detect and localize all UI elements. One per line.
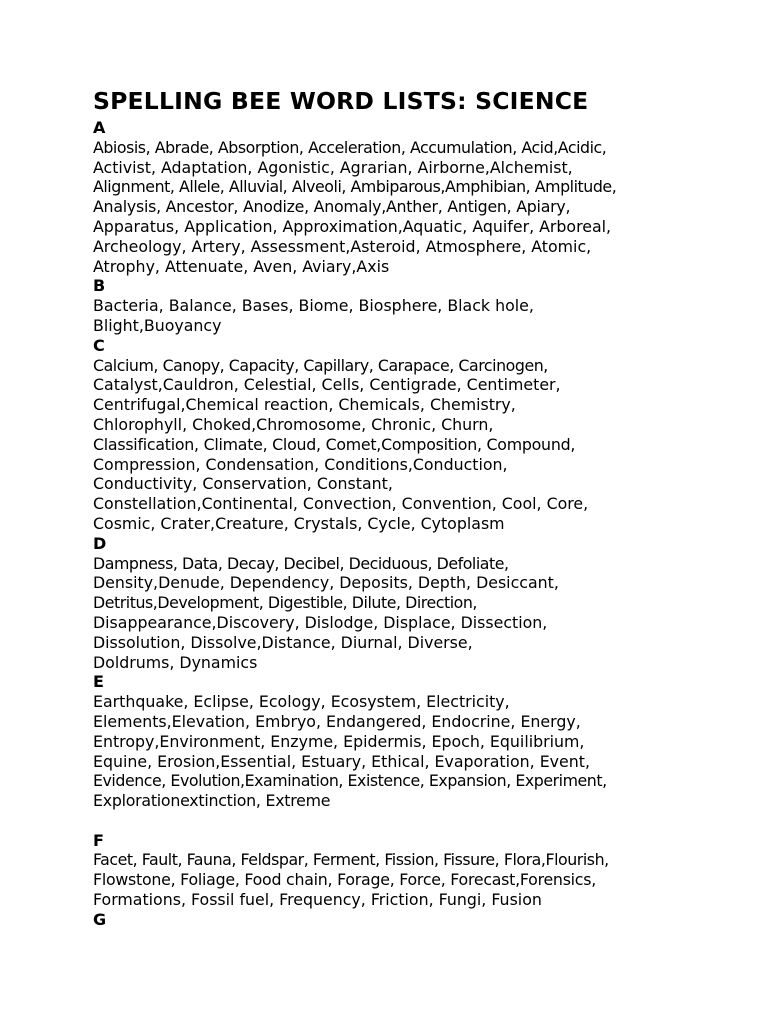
blank-line — [93, 811, 723, 831]
word-line: Classification, Climate, Cloud, Comet,Composition, Compound, — [93, 434, 576, 454]
word-line: Detritus,Development, Digestible, Dilute, Direction, — [93, 593, 477, 613]
section-letter-g: G — [93, 909, 107, 929]
word-line: Equine, Erosion,Essential, Estuary, Ethical, Evaporation, Event, — [93, 751, 590, 771]
word-line: Atrophy, Attenuate, Aven, Aviary,Axis — [93, 256, 390, 276]
word-line: Explorationextinction, Extreme — [93, 791, 331, 811]
section-letter-f: F — [93, 830, 104, 850]
word-line: Archeology, Artery, Assessment,Asteroid, Atmosphere, Atomic, — [93, 236, 592, 256]
word-line: Calcium, Canopy, Capacity, Capillary, Carapace, Carcinogen, — [93, 355, 548, 375]
word-line: Density,Denude, Dependency, Deposits, Depth, Desiccant, — [93, 573, 559, 593]
section-letter-b: B — [93, 276, 106, 296]
word-line: Apparatus, Application, Approximation,Aquatic, Aquifer, Arboreal, — [93, 216, 612, 236]
section-b — [93, 276, 723, 335]
section-letter-a: A — [93, 118, 106, 137]
word-line: Entropy,Environment, Enzyme, Epidermis, Epoch, Equilibrium, — [93, 731, 585, 751]
word-line: Cosmic, Crater,Creature, Crystals, Cycle, Cytoplasm — [93, 513, 505, 533]
word-line: Abiosis, Abrade, Absorption, Acceleration, Accumulation, Acid,Acidic, — [93, 137, 607, 157]
word-line: Constellation,Continental, Convection, Convention, Cool, Core, — [93, 494, 589, 514]
page-title: SPELLING BEE WORD LISTS: SCIENCE — [93, 87, 589, 115]
word-line: Formations, Fossil fuel, Frequency, Friction, Fungi, Fusion — [93, 890, 542, 910]
word-line: Alignment, Allele, Alluvial, Alveoli, Ambiparous,Amphibian, Amplitude, — [93, 177, 617, 197]
section-f — [93, 831, 723, 910]
section-d — [93, 534, 723, 673]
word-line: Catalyst,Cauldron, Celestial, Cells, Centigrade, Centimeter, — [93, 375, 561, 395]
section-e — [93, 672, 723, 811]
word-line: Compression, Condensation, Conditions,Conduction, — [93, 454, 508, 474]
word-line: Doldrums, Dynamics — [93, 652, 258, 672]
word-line: Flowstone, Foliage, Food chain, Forage, Force, Forecast,Forensics, — [93, 870, 596, 890]
word-line: Centrifugal,Chemical reaction, Chemicals, Chemistry, — [93, 395, 516, 415]
word-line: Bacteria, Balance, Bases, Biome, Biosphere, Black hole, — [93, 296, 534, 316]
word-line: Earthquake, Eclipse, Ecology, Ecosystem, Electricity, — [93, 692, 510, 712]
word-line: Blight,Buoyancy — [93, 315, 222, 335]
word-line: Conductivity, Conservation, Constant, — [93, 474, 393, 494]
section-letter-e: E — [93, 672, 104, 692]
word-line: Activist, Adaptation, Agonistic, Agrarian, Airborne,Alchemist, — [93, 157, 573, 177]
section-letter-d: D — [93, 533, 107, 553]
section-c — [93, 336, 723, 534]
word-line: Dissolution, Dissolve,Distance, Diurnal, Diverse, — [93, 632, 473, 652]
document-page — [93, 84, 723, 930]
word-line: Disappearance,Discovery, Dislodge, Displace, Dissection, — [93, 612, 548, 632]
section-letter-c: C — [93, 335, 105, 355]
section-g — [93, 910, 723, 930]
word-line: Elements,Elevation, Embryo, Endangered, Endocrine, Energy, — [93, 711, 581, 731]
word-line: Evidence, Evolution,Examination, Existence, Expansion, Experiment, — [93, 771, 607, 791]
word-line: Analysis, Ancestor, Anodize, Anomaly,Anther, Antigen, Apiary, — [93, 197, 571, 217]
word-line: Facet, Fault, Fauna, Feldspar, Ferment, Fission, Fissure, Flora,Flourish, — [93, 850, 609, 870]
section-a — [93, 118, 723, 276]
word-line: Dampness, Data, Decay, Decibel, Deciduous, Defoliate, — [93, 553, 509, 573]
word-line: Chlorophyll, Choked,Chromosome, Chronic, Churn, — [93, 414, 494, 434]
